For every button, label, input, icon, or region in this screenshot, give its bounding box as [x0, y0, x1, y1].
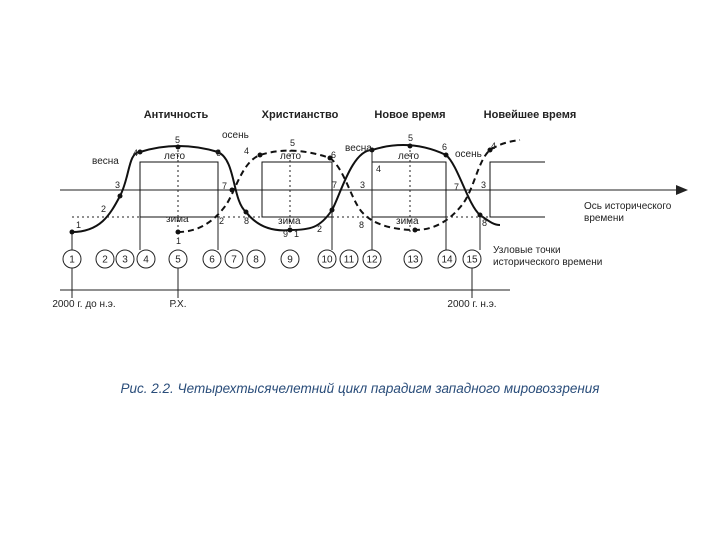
era-title-antiquity: Античность [143, 109, 209, 121]
season-label-summer-2: лето [280, 151, 302, 162]
curve-number: 5 [175, 135, 181, 145]
node-label: 1 [69, 254, 75, 266]
axis-label-line-1: Ось исторического [584, 201, 672, 212]
season-label-autumn-2: осень [455, 149, 482, 160]
season-label-summer-1: лето [164, 151, 186, 162]
node-label: 4 [143, 254, 149, 266]
curve-number: 5 [408, 133, 414, 143]
node-label: 10 [321, 254, 333, 266]
season-label-spring-2: весна [345, 143, 372, 154]
nodes-label [493, 245, 602, 268]
figure-caption: Рис. 2.2. Четырехтысячелетний цикл парадигм западного мировоззрения [120, 381, 600, 396]
nodes-label-line-1: Узловые точки [493, 245, 561, 256]
node-label: 8 [253, 254, 259, 266]
era-title-modern: Новое время [374, 109, 446, 121]
nodes-label-line-2: исторического времени [493, 257, 603, 268]
node-points-row [63, 250, 481, 268]
season-label-winter-2: зима [278, 216, 301, 227]
curve-number: 4 [491, 141, 497, 151]
curve-number: 8 [244, 216, 250, 226]
curve-number: 7 [454, 182, 460, 192]
node-label: 3 [122, 254, 128, 266]
node-label: 15 [466, 254, 478, 266]
season-label-winter-1: зима [166, 214, 189, 225]
curve-number: 1 [76, 220, 82, 230]
node-label: 13 [407, 254, 419, 266]
curve-number: 6 [216, 148, 222, 158]
curve-number: 2 [219, 216, 225, 226]
curve-number: 4 [133, 148, 139, 158]
curve-number: 6 [442, 142, 448, 152]
season-label-summer-3: лето [398, 151, 420, 162]
curve-number: 2 [317, 224, 323, 234]
node-label: 7 [231, 254, 237, 266]
node-label: 14 [441, 254, 453, 266]
curve-number: 7 [332, 180, 338, 190]
timeline-mid-label: Р.Х. [169, 299, 187, 310]
curve-number: 4 [376, 164, 382, 174]
curve-number: 7 [222, 181, 228, 191]
curve-number: 2 [101, 204, 107, 214]
timeline-start-label: 2000 г. до н.э. [52, 299, 116, 310]
curve-number: 3 [115, 180, 121, 190]
time-axis-arrow [676, 185, 688, 195]
node-label: 11 [343, 254, 355, 266]
node-label: 12 [366, 254, 378, 266]
curve-number: 5 [290, 138, 296, 148]
node-label: 5 [175, 254, 181, 266]
season-label-autumn-1: осень [222, 130, 249, 141]
season-label-winter-3: зима [396, 216, 419, 227]
curve-number: 8 [359, 220, 365, 230]
axis-label-line-2: времени [584, 213, 624, 224]
era-title-contemporary: Новейшее время [483, 109, 577, 121]
season-label-spring-1: весна [92, 156, 119, 167]
curve-number: 3 [360, 180, 366, 190]
curve-number: 6 [331, 150, 337, 160]
curve-number: 1 [176, 236, 182, 246]
era-title-christianity: Христианство [261, 109, 339, 121]
timeline-end-label: 2000 г. н.э. [447, 299, 497, 310]
node-drop-lines [72, 150, 480, 250]
curve-number: 1 [294, 229, 300, 239]
axis-label [584, 201, 674, 224]
node-label: 9 [287, 254, 293, 266]
curve-number: 8 [482, 218, 488, 228]
curve-number: 4 [244, 146, 250, 156]
curve-number: 3 [481, 180, 487, 190]
node-label: 6 [209, 254, 215, 266]
node-label: 2 [102, 254, 108, 266]
curve-number: 9 [283, 229, 289, 239]
